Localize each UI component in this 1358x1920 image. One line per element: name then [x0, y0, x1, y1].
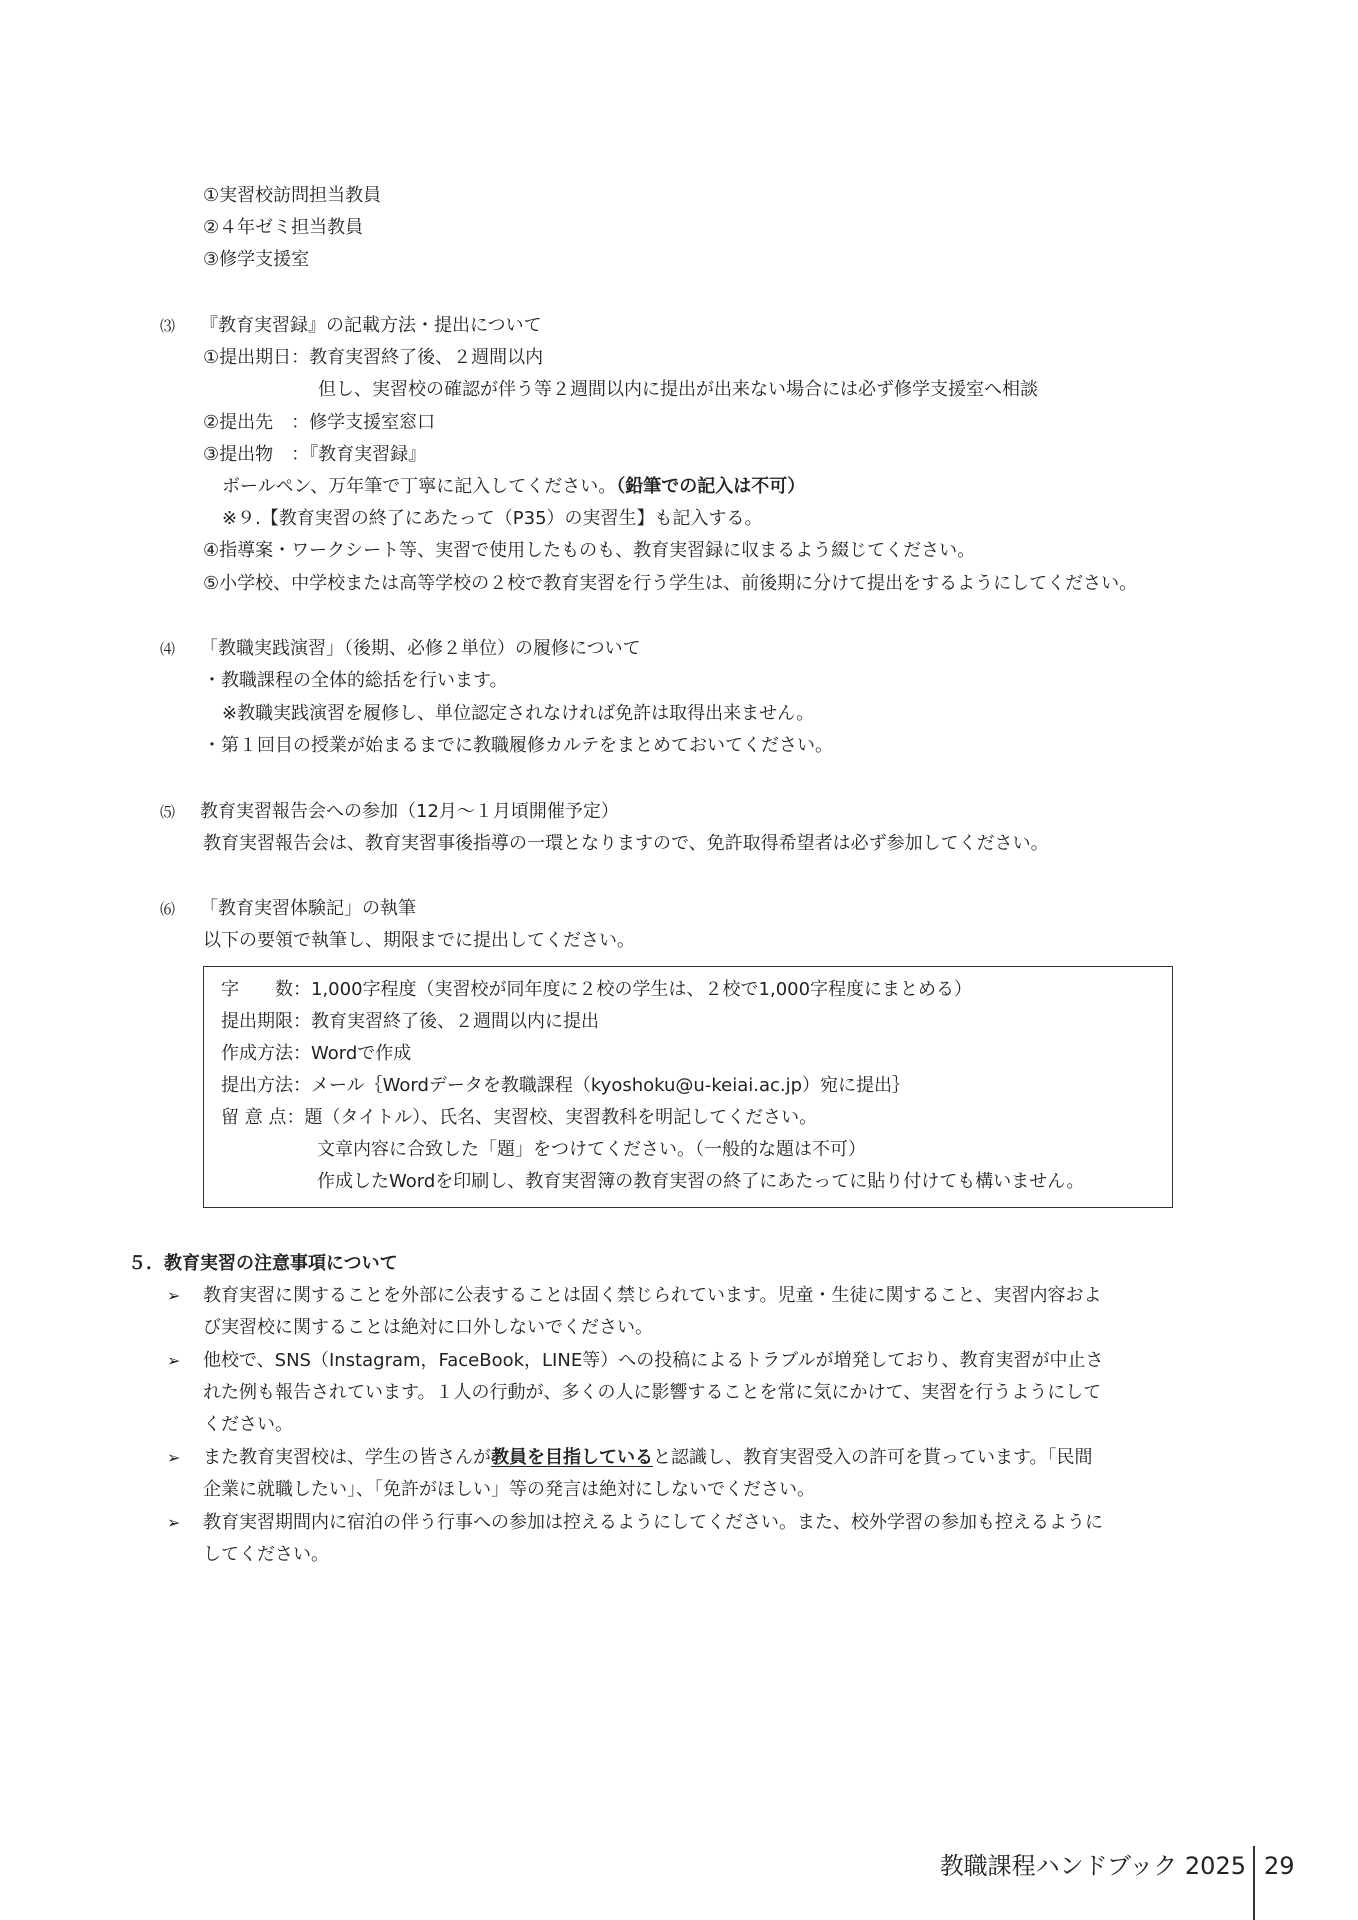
text-span: と認識し、教育実習受入の許可を貰っています。「民間 [653, 1447, 1093, 1468]
note-text: 教育実習期間内に宿泊の伴う行事への参加は控えるようにしてください。また、校外学習の参加も控えるように [203, 1512, 1103, 1533]
note-text: 企業に就職したい」、「免許がほしい」等の発言は絶対にしないでください。 [203, 1479, 815, 1500]
note-text: れた例も報告されています。１人の行動が、多くの人に影響することを常に気にかけて、実習を行うようにして [203, 1382, 1102, 1403]
list-item: ③修学支援室 [203, 249, 310, 270]
section-title: 「教育実習体験記」の執筆 [200, 898, 416, 919]
text-line: ①提出期日：教育実習終了後、２週間以内 [203, 347, 544, 368]
box-line: 留 意 点：題（タイトル）、氏名、実習校、実習教科を明記してください。 [221, 1107, 818, 1128]
list-item: ①実習校訪問担当教員 [203, 185, 382, 206]
underlined-emphasis: 教員を目指している [491, 1447, 653, 1468]
note-text: してください。 [203, 1544, 329, 1565]
footer-title: 教職課程ハンドブック 2025 [939, 1852, 1246, 1880]
text-line: ※教職実践演習を履修し、単位認定されなければ免許は取得出来ません。 [222, 703, 815, 724]
emphasis-text: （鉛筆での記入は不可） [616, 476, 806, 497]
bullet-arrow-icon: ➢ [167, 1351, 181, 1370]
text-line [222, 471, 805, 503]
text-line: 教育実習報告会は、教育実習事後指導の一環となりますので、免許取得希望者は必ず参加してください。 [203, 833, 1049, 854]
text-line: ④指導案・ワークシート等、実習で使用したものも、教育実習録に収まるよう綴じてください。 [203, 540, 976, 561]
box-line: 提出方法：メール｛Wordデータを教職課程（kyoshoku@u-keiai.ac.jp）宛に提出｝ [221, 1075, 911, 1096]
note-text [203, 1442, 1093, 1474]
section-heading: ５．教育実習の注意事項について [128, 1253, 398, 1274]
box-line: 作成したWordを印刷し、教育実習簿の教育実習の終了にあたってに貼り付けても構いません。 [317, 1171, 1085, 1192]
text-span: また教育実習校は、学生の皆さんが [203, 1447, 491, 1468]
text-line: ・教職課程の全体的総括を行います。 [203, 670, 508, 691]
essay-requirements-box [203, 966, 1173, 1208]
bullet-arrow-icon: ➢ [167, 1286, 181, 1305]
text-line: ⑤小学校、中学校または高等学校の２校で教育実習を行う学生は、前後期に分けて提出をするようにしてください。 [203, 573, 1138, 594]
box-line: 作成方法：Wordで作成 [221, 1043, 412, 1064]
note-text: ください。 [203, 1414, 293, 1435]
section-number: ⑹ [160, 900, 176, 918]
section-title: 『教育実習録』の記載方法・提出について [200, 315, 542, 336]
page-number: 29 [1264, 1852, 1295, 1880]
section-number: ⑶ [160, 317, 176, 335]
list-item: ②４年ゼミ担当教員 [203, 217, 364, 238]
footer-divider [1253, 1846, 1255, 1920]
section-title: 教育実習報告会への参加（12月～１月頃開催予定） [200, 801, 619, 822]
section-number: ⑸ [160, 803, 176, 821]
box-line: 文章内容に合致した「題」をつけてください。（一般的な題は不可） [317, 1139, 866, 1160]
section-number: ⑷ [160, 640, 176, 658]
note-text: 他校で、SNS（Instagram，FaceBook，LINE等）への投稿によるトラブルが増発しており、教育実習が中止さ [203, 1350, 1104, 1371]
text-line: 但し、実習校の確認が伴う等２週間以内に提出が出来ない場合には必ず修学支援室へ相談 [318, 379, 1038, 400]
bullet-arrow-icon: ➢ [167, 1513, 181, 1532]
section-title: 「教職実践演習」（後期、必修２単位）の履修について [200, 638, 641, 659]
note-text: 教育実習に関することを外部に公表することは固く禁じられています。児童・生徒に関すること、実習内容およ [203, 1285, 1102, 1306]
text-line: ※９.【教育実習の終了にあたって（P35）の実習生】も記入する。 [222, 508, 763, 529]
text-line: ・第１回目の授業が始まるまでに教職履修カルテをまとめておいてください。 [203, 735, 833, 756]
text-span: ボールペン、万年筆で丁寧に記入してください。 [222, 476, 617, 497]
box-line: 提出期限：教育実習終了後、２週間以内に提出 [221, 1011, 599, 1032]
note-text: び実習校に関することは絶対に口外しないでください。 [203, 1317, 653, 1338]
box-line: 字 数：1,000字程度（実習校が同年度に２校の学生は、２校で1,000字程度にまとめる） [221, 979, 973, 1000]
text-line: 以下の要領で執筆し、期限までに提出してください。 [203, 930, 635, 951]
bullet-arrow-icon: ➢ [167, 1448, 181, 1467]
text-line: ②提出先 ：修学支援室窓口 [203, 412, 436, 433]
text-line: ③提出物 ：『教育実習録』 [203, 444, 427, 465]
